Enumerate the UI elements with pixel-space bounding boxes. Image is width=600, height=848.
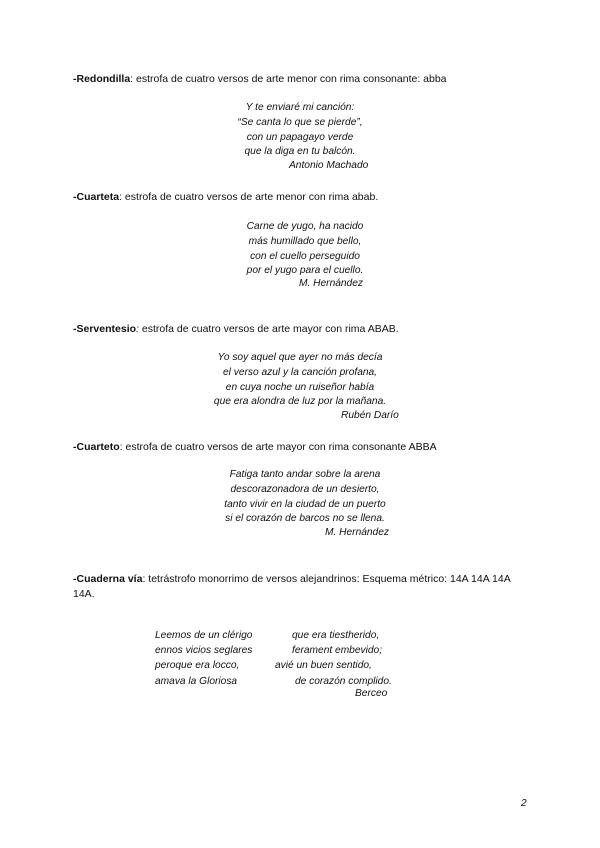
author-berceo: Berceo [355,688,388,699]
definition-serventesio [73,322,543,337]
verse: por el yugo para el cuello. [246,265,364,277]
term-separator: : [130,73,134,85]
verse: en cuya noche un ruiseñor había [225,381,375,393]
first-hemistich: amava la Gloriosa [155,675,238,687]
verse: tanto vivir en la ciudad de un puerto [224,498,386,510]
poem-cuarteta [220,220,390,279]
term-separator: : [119,441,123,453]
verse: que la diga en tu balcón. [244,146,356,158]
term-separator: : [119,191,123,203]
term-separator: : [142,573,146,585]
definition-redondilla [73,72,543,87]
definition-text: estrofa de cuatro versos de arte menor con rima consonante: abba [133,73,447,85]
term-separator: : [136,323,139,335]
verse: descorazonadora de un desierto, [230,483,380,495]
term: -Cuarteta [73,191,120,203]
definition-text: estrofa de cuatro versos de arte mayor con rima ABAB. [138,323,399,335]
page-number: 2 [521,798,527,809]
verse: Carne de yugo, ha nacido [246,221,364,232]
poem-redondilla [215,101,385,160]
verse: el verso azul y la canción profana, [222,366,378,378]
verse: Fatiga tanto andar sobre la arena [229,469,381,480]
verse: “Se canta lo que se pierde”, [237,116,363,128]
author-hernandez-1: M. Hernández [299,278,363,289]
term: -Serventesio [73,323,137,335]
verse: con un papagayo verde [246,131,354,143]
poem-cuarteto [205,468,405,527]
definition-text: estrofa de cuatro versos de arte menor con rima abab. [122,191,379,203]
second-hemistich: ferament embevido; [292,645,383,657]
verse: que era alondra de luz por la mañana. [213,396,387,408]
verse: Y te enviaré mi canción: [245,102,355,113]
term: -Cuaderna vía [73,573,143,585]
first-hemistich: Leemos de un clérigo [155,630,253,641]
definition-text: tetrástrofo monorrimo de versos alejandrinos: Esquema métrico: 14A 14A 14A 14A. [73,573,511,600]
term: -Redondilla [73,73,131,85]
second-hemistich: que era tiestherido, [292,630,380,641]
author-dario: Rubén Darío [341,410,399,421]
author-hernandez-2: M. Hernández [325,527,389,538]
first-hemistich: ennos vicios seglares [155,645,253,657]
term: -Cuarteto [73,441,120,453]
verse: con el cuello perseguido [250,250,360,262]
second-hemistich: avié un buen sentido, [275,660,372,672]
poem-serventesio [200,351,400,410]
definition-cuarteto [73,440,543,455]
definition-cuarteta [73,190,543,205]
second-hemistich: de corazón complido. [295,675,392,687]
author-machado: Antonio Machado [289,160,369,171]
verse: más humillado que bello, [248,235,362,247]
definition-text: estrofa de cuatro versos de arte mayor con rima consonante ABBA [122,441,437,453]
first-hemistich: peroque era locco, [155,660,240,672]
definition-cuaderna-via [73,572,513,602]
verse: si el corazón de barcos no se llena. [225,513,385,525]
verse: Yo soy aquel que ayer no más decía [217,352,383,363]
